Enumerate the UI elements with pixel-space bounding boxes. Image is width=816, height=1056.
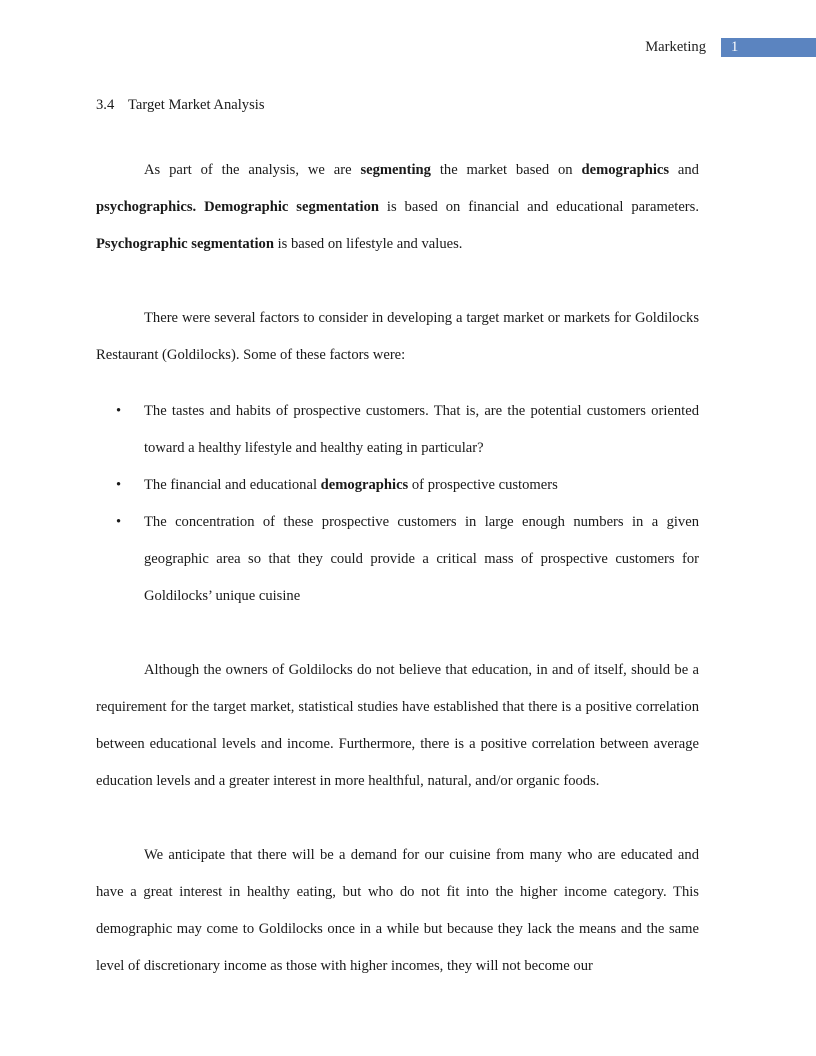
- text-run: As part of the analysis, we are: [144, 162, 361, 178]
- text-run: and: [669, 162, 699, 178]
- bullet-icon: •: [116, 514, 122, 530]
- bold-term: demographics: [581, 162, 670, 178]
- text-run: is based on financial and educational parameters.: [379, 199, 699, 215]
- list-item-text: The tastes and habits of prospective customers. That is, are the potential customers oriented toward a healthy lifestyle and healthy eating in particular?: [144, 403, 699, 456]
- list-item: [96, 504, 699, 615]
- bold-term: Psychographic segmentation: [96, 236, 274, 252]
- bold-term: segmenting: [360, 162, 431, 178]
- page-number-badge: 1: [721, 38, 816, 57]
- bold-term: Demographic segmentation: [204, 199, 379, 215]
- factors-list: [96, 393, 699, 615]
- paragraph-segmentation: [96, 152, 699, 263]
- list-item-text: The financial and educational: [144, 477, 321, 493]
- header-title: Marketing: [645, 39, 706, 55]
- bullet-icon: •: [116, 477, 122, 493]
- list-item-text: of prospective customers: [408, 477, 558, 493]
- section-heading: [96, 95, 699, 115]
- list-item: [96, 393, 699, 467]
- document-body: [96, 95, 699, 985]
- section-number: 3.4: [96, 97, 115, 113]
- paragraph-demand: We anticipate that there will be a demand for our cuisine from many who are educated and have a great interest in healthy eating, but who do not fit into the higher income category. This demographic may come to Goldilocks once in a while but because they lack the means and the same level of discretionary income as those with higher incomes, they will not become our: [96, 847, 699, 974]
- paragraph-factors-intro: There were several factors to consider in developing a target market or markets for Goldilocks Restaurant (Goldilocks). Some of these factors were:: [96, 310, 699, 363]
- text-run: is based on lifestyle and values.: [273, 236, 463, 252]
- bold-term: demographics: [320, 477, 409, 493]
- list-item-text: The concentration of these prospective customers in large enough numbers in a given geographic area so that they could provide a critical mass of prospective customers for Goldilocks’ unique cuisine: [144, 514, 699, 604]
- section-title: Target Market Analysis: [128, 97, 265, 113]
- list-item: [96, 467, 699, 504]
- paragraph-education-income: Although the owners of Goldilocks do not believe that education, in and of itself, should be a requirement for the target market, statistical studies have established that there is a positive correlation between educational levels and income. Furthermore, there is a positive correlation between average education levels and a greater interest in more healthful, natural, and/or organic foods.: [96, 662, 699, 789]
- text-run: the market based on: [430, 162, 582, 178]
- bold-term: psychographics.: [96, 199, 197, 215]
- bullet-icon: •: [116, 403, 122, 419]
- text-run: [196, 199, 204, 215]
